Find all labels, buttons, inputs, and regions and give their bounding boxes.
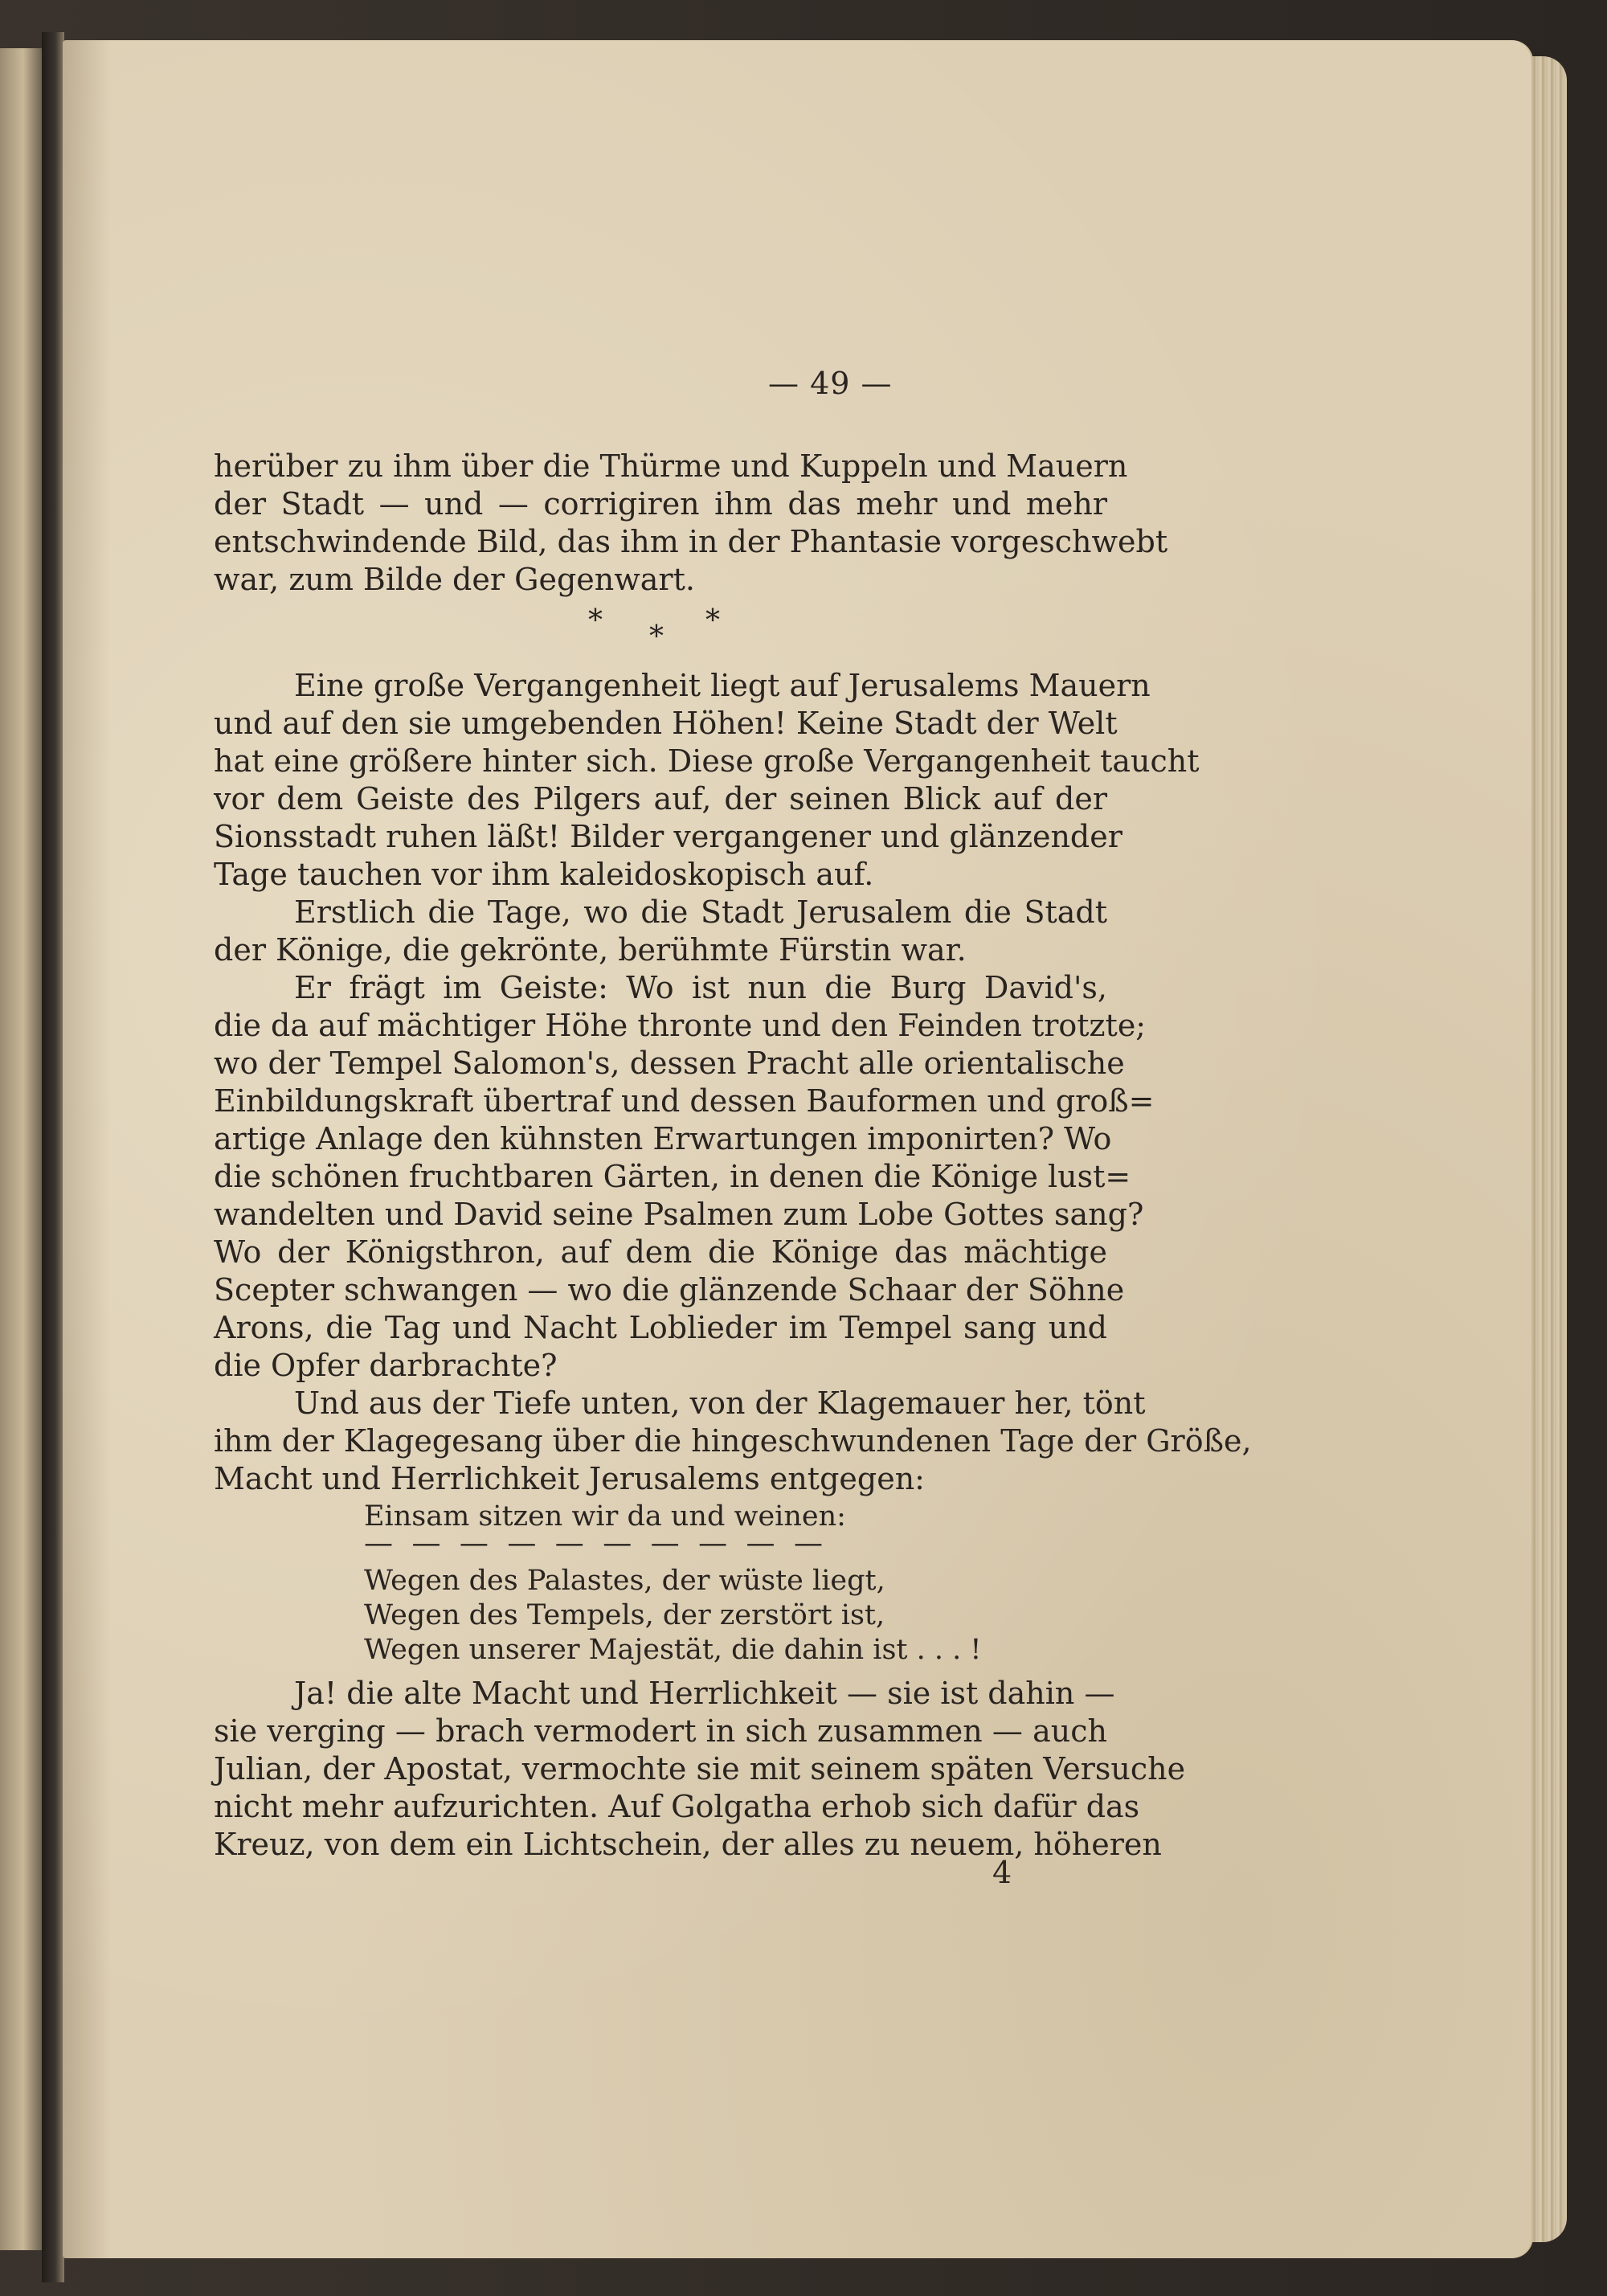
text-line: herüber zu ihm über die Thürme und Kuppeln und Mauern xyxy=(214,448,1128,484)
text-line: der Stadt — und — corrigiren ihm das mehr und mehr xyxy=(214,486,1107,522)
text-line: artige Anlage den kühnsten Erwartungen imponirten? Wo xyxy=(214,1121,1112,1156)
text-line: die schönen fruchtbaren Gärten, in denen die Könige lust= xyxy=(214,1159,1131,1194)
text-line: ihm der Klagegesang über die hingeschwundenen Tage der Größe, xyxy=(214,1423,1252,1459)
text-line: und auf den sie umgebenden Höhen! Keine Stadt der Welt xyxy=(214,706,1118,741)
text-line: war, zum Bilde der Gegenwart. xyxy=(214,562,695,597)
text-line: Kreuz, von dem ein Lichtschein, der alles zu neuem, höheren xyxy=(214,1827,1162,1862)
text-line: sie verging — brach vermodert in sich zusammen — auch xyxy=(214,1713,1107,1749)
text-line: die da auf mächtiger Höhe thronte und den Feinden trotzte; xyxy=(214,1008,1147,1043)
printer-signature-mark: 4 xyxy=(992,1855,1012,1890)
text-line: hat eine größere hinter sich. Diese große Vergangenheit taucht xyxy=(214,743,1200,779)
book-gutter xyxy=(42,32,64,2282)
text-line: vor dem Geiste des Pilgers auf, der seinen Blick auf der xyxy=(214,781,1107,816)
page-number: — 49 — xyxy=(768,366,893,401)
text-line: die Opfer darbrachte? xyxy=(214,1348,558,1383)
text-line: Sionsstadt ruhen läßt! Bilder vergangener und glänzender xyxy=(214,819,1122,854)
previous-page-edge xyxy=(0,48,44,2250)
text-line: entschwindende Bild, das ihm in der Phantasie vorgeschwebt xyxy=(214,524,1168,559)
section-break-star: * xyxy=(705,604,720,637)
text-line: Erstlich die Tage, wo die Stadt Jerusalem die Stadt xyxy=(294,894,1107,930)
text-line: Tage tauchen vor ihm kaleidoskopisch auf. xyxy=(214,857,874,892)
text-line: Eine große Vergangenheit liegt auf Jerusalems Mauern xyxy=(294,668,1151,703)
verse-line: Wegen unserer Majestät, die dahin ist . . . ! xyxy=(364,1634,982,1666)
text-line: Und aus der Tiefe unten, von der Klagemauer her, tönt xyxy=(294,1385,1146,1421)
text-line: Ja! die alte Macht und Herrlichkeit — sie ist dahin — xyxy=(294,1676,1115,1711)
text-line: Julian, der Apostat, vermochte sie mit seinem späten Versuche xyxy=(214,1751,1186,1786)
text-line: nicht mehr aufzurichten. Auf Golgatha erhob sich dafür das xyxy=(214,1789,1140,1824)
text-line: Wo der Königsthron, auf dem die Könige das mächtige xyxy=(214,1234,1107,1270)
verse-line: Wegen des Tempels, der zerstört ist, xyxy=(364,1599,885,1631)
text-line: Macht und Herrlichkeit Jerusalems entgegen: xyxy=(214,1461,925,1496)
text-line: der Könige, die gekrönte, berühmte Fürstin war. xyxy=(214,932,967,968)
text-line: Er frägt im Geiste: Wo ist nun die Burg David's, xyxy=(294,970,1107,1005)
text-line: Arons, die Tag und Nacht Loblieder im Tempel sang und xyxy=(214,1310,1107,1345)
verse-intro: Einsam sitzen wir da und weinen: xyxy=(364,1500,846,1533)
section-break-star: * xyxy=(649,620,664,653)
text-line: wo der Tempel Salomon's, dessen Pracht alle orientalische xyxy=(214,1046,1125,1081)
text-line: Scepter schwangen — wo die glänzende Schaar der Söhne xyxy=(214,1272,1125,1308)
verse-ellipsis-dashes: — — — — — — — — — — xyxy=(364,1527,828,1560)
section-break-star: * xyxy=(588,604,603,637)
text-line: wandelten und David seine Psalmen zum Lobe Gottes sang? xyxy=(214,1197,1144,1232)
text-line: Einbildungskraft übertraf und dessen Bauformen und groß= xyxy=(214,1083,1155,1119)
verse-line: Wegen des Palastes, der wüste liegt, xyxy=(364,1565,885,1597)
